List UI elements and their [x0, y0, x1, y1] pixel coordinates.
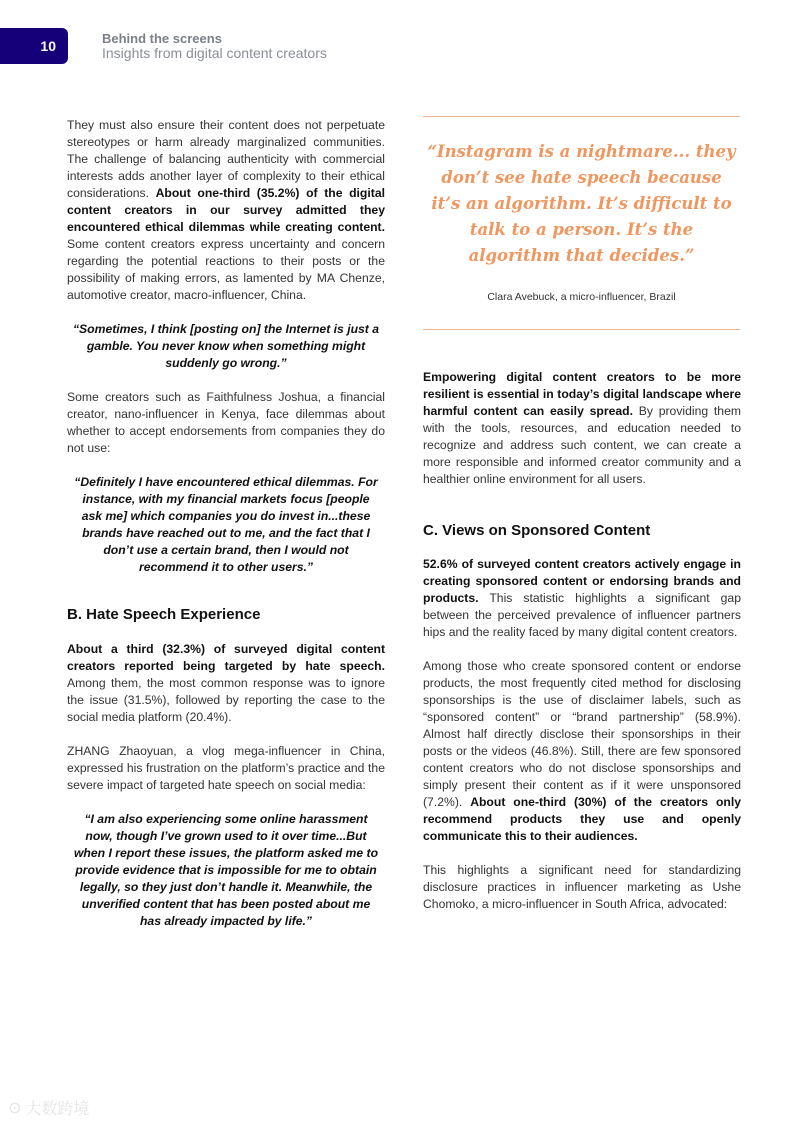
watermark-text: 大数跨境 [25, 1101, 90, 1118]
header-title: Behind the screens [102, 31, 222, 46]
quote-faithfulness: “Definitely I have encountered ethical dilemmas. For instance, with my financial markets focus [people ask me] which companies you do invest in...these brands have reached out to me, and the fact that I don’t use a certain brand, then I would not recommend it to other users.” [74, 475, 378, 574]
pull-quote-box [423, 116, 740, 330]
running-header [102, 32, 327, 60]
pull-quote-attribution: Clara Avebuck, a micro-influencer, Brazil [487, 291, 676, 303]
stat-highlight: About one-third (35.2%) of the digital content creators in our survey admitted they encountered ethical dilemmas while creating content. [67, 186, 385, 234]
quote-ma-chenze: “Sometimes, I think [posting on] the Internet is just a gamble. You never know when something might suddenly go wrong.” [72, 322, 380, 370]
paragraph-faithfulness: Some creators such as Faithfulness Joshua, a financial creator, nano-influencer in Kenya, face dilemmas about whether to accept endorsements from companies they do not use: [67, 390, 385, 455]
paragraph-hate-speech: About a third (32.3%) of surveyed digital content creators reported being targeted by hate speech. Among them, the most common response was to ignore the issue (31.5%), followed by reporting the case to the social media platform (20.4%). [67, 642, 385, 724]
paragraph-disclosure: Among those who create sponsored content or endorse products, the most frequently cited method for disclosing sponsorships is the use of disclaimer labels, such as “sponsored content” or “brand partnership” (58.9%). Almost half directly disclose their sponsorships in their posts or the videos (46.8%). Still, there are few sponsored content creators who do not disclose sponsorships and simply present their content as if it were unsponsored (7.2%). About one-third (30%) of the creators only recommend products they use and openly communicate this to their audiences. [423, 659, 742, 843]
stat-highlight: Empowering digital content creators to be more resilient is essential in today’s digital landscape where harmful content can easily spread. [423, 370, 741, 418]
paragraph-empowering: Empowering digital content creators to be more resilient is essential in today’s digital landscape where harmful content can easily spread. By providing them with the tools, resources, and education needed to recognize and address such content, we can create a more responsible and informed creator community and a healthier online environment for all users. [423, 370, 742, 486]
watermark-logo-icon: ⊙ [8, 1099, 22, 1117]
paragraph-ethics: They must also ensure their content does not perpetuate stereotypes or harm already marginalized communities. The challenge of balancing authenticity with commercial interests adds another layer of complexity to their ethical considerations. About one-third (35.2%) of the digital content creators in our survey admitted they encountered ethical dilemmas while creating content. Some content creators express uncertainty and concern regarding the potential reactions to their posts or the possibility of making errors, as lamented by MA Chenze, automotive creator, macro-influencer, China. [67, 118, 385, 302]
paragraph-zhang: ZHANG Zhaoyuan, a vlog mega-influencer in China, expressed his frustration on the platform’s practice and the severe impact of targeted hate speech on social media: [67, 744, 385, 792]
section-heading-b: B. Hate Speech Experience [67, 606, 261, 623]
left-column [67, 117, 385, 930]
paragraph-standardizing: This highlights a significant need for standardizing disclosure practices in influencer marketing as Ushe Chomoko, a micro-influencer in South Africa, advocated: [423, 863, 741, 911]
right-column [423, 369, 741, 913]
quote-zhang: “I am also experiencing some online harassment now, though I’ve grown used to it over time...But when I report these issues, the platform asked me to provide evidence that is impossible for me to obtain legally, so they just don’t handle it. Meanwhile, the unverified content that has been posted about me has already impacted by life.” [73, 812, 379, 928]
page-number-tab [0, 28, 68, 64]
pull-quote-text: “Instagram is a nightmare... they don’t see hate speech because it’s an algorithm. It’s difficult to talk to a person. It’s the algorithm that decides.” [427, 142, 736, 265]
stat-highlight: 52.6% of surveyed content creators actively engage in creating sponsored content or endorsing brands and products. [423, 557, 741, 605]
stat-highlight: About one-third (30%) of the creators only recommend products they use and openly communicate this to their audiences. [423, 795, 742, 843]
stat-highlight: About a third (32.3%) of surveyed digital content creators reported being targeted by hate speech. [67, 642, 385, 673]
header-subtitle: Insights from digital content creators [102, 45, 327, 61]
paragraph-sponsored: 52.6% of surveyed content creators actively engage in creating sponsored content or endorsing brands and products. This statistic highlights a significant gap between the perceived prevalence of influencer partners hips and the reality faced by many digital content creators. [423, 557, 741, 639]
section-heading-c: C. Views on Sponsored Content [423, 522, 651, 539]
page-number: 10 [40, 38, 56, 54]
watermark [8, 1096, 89, 1119]
